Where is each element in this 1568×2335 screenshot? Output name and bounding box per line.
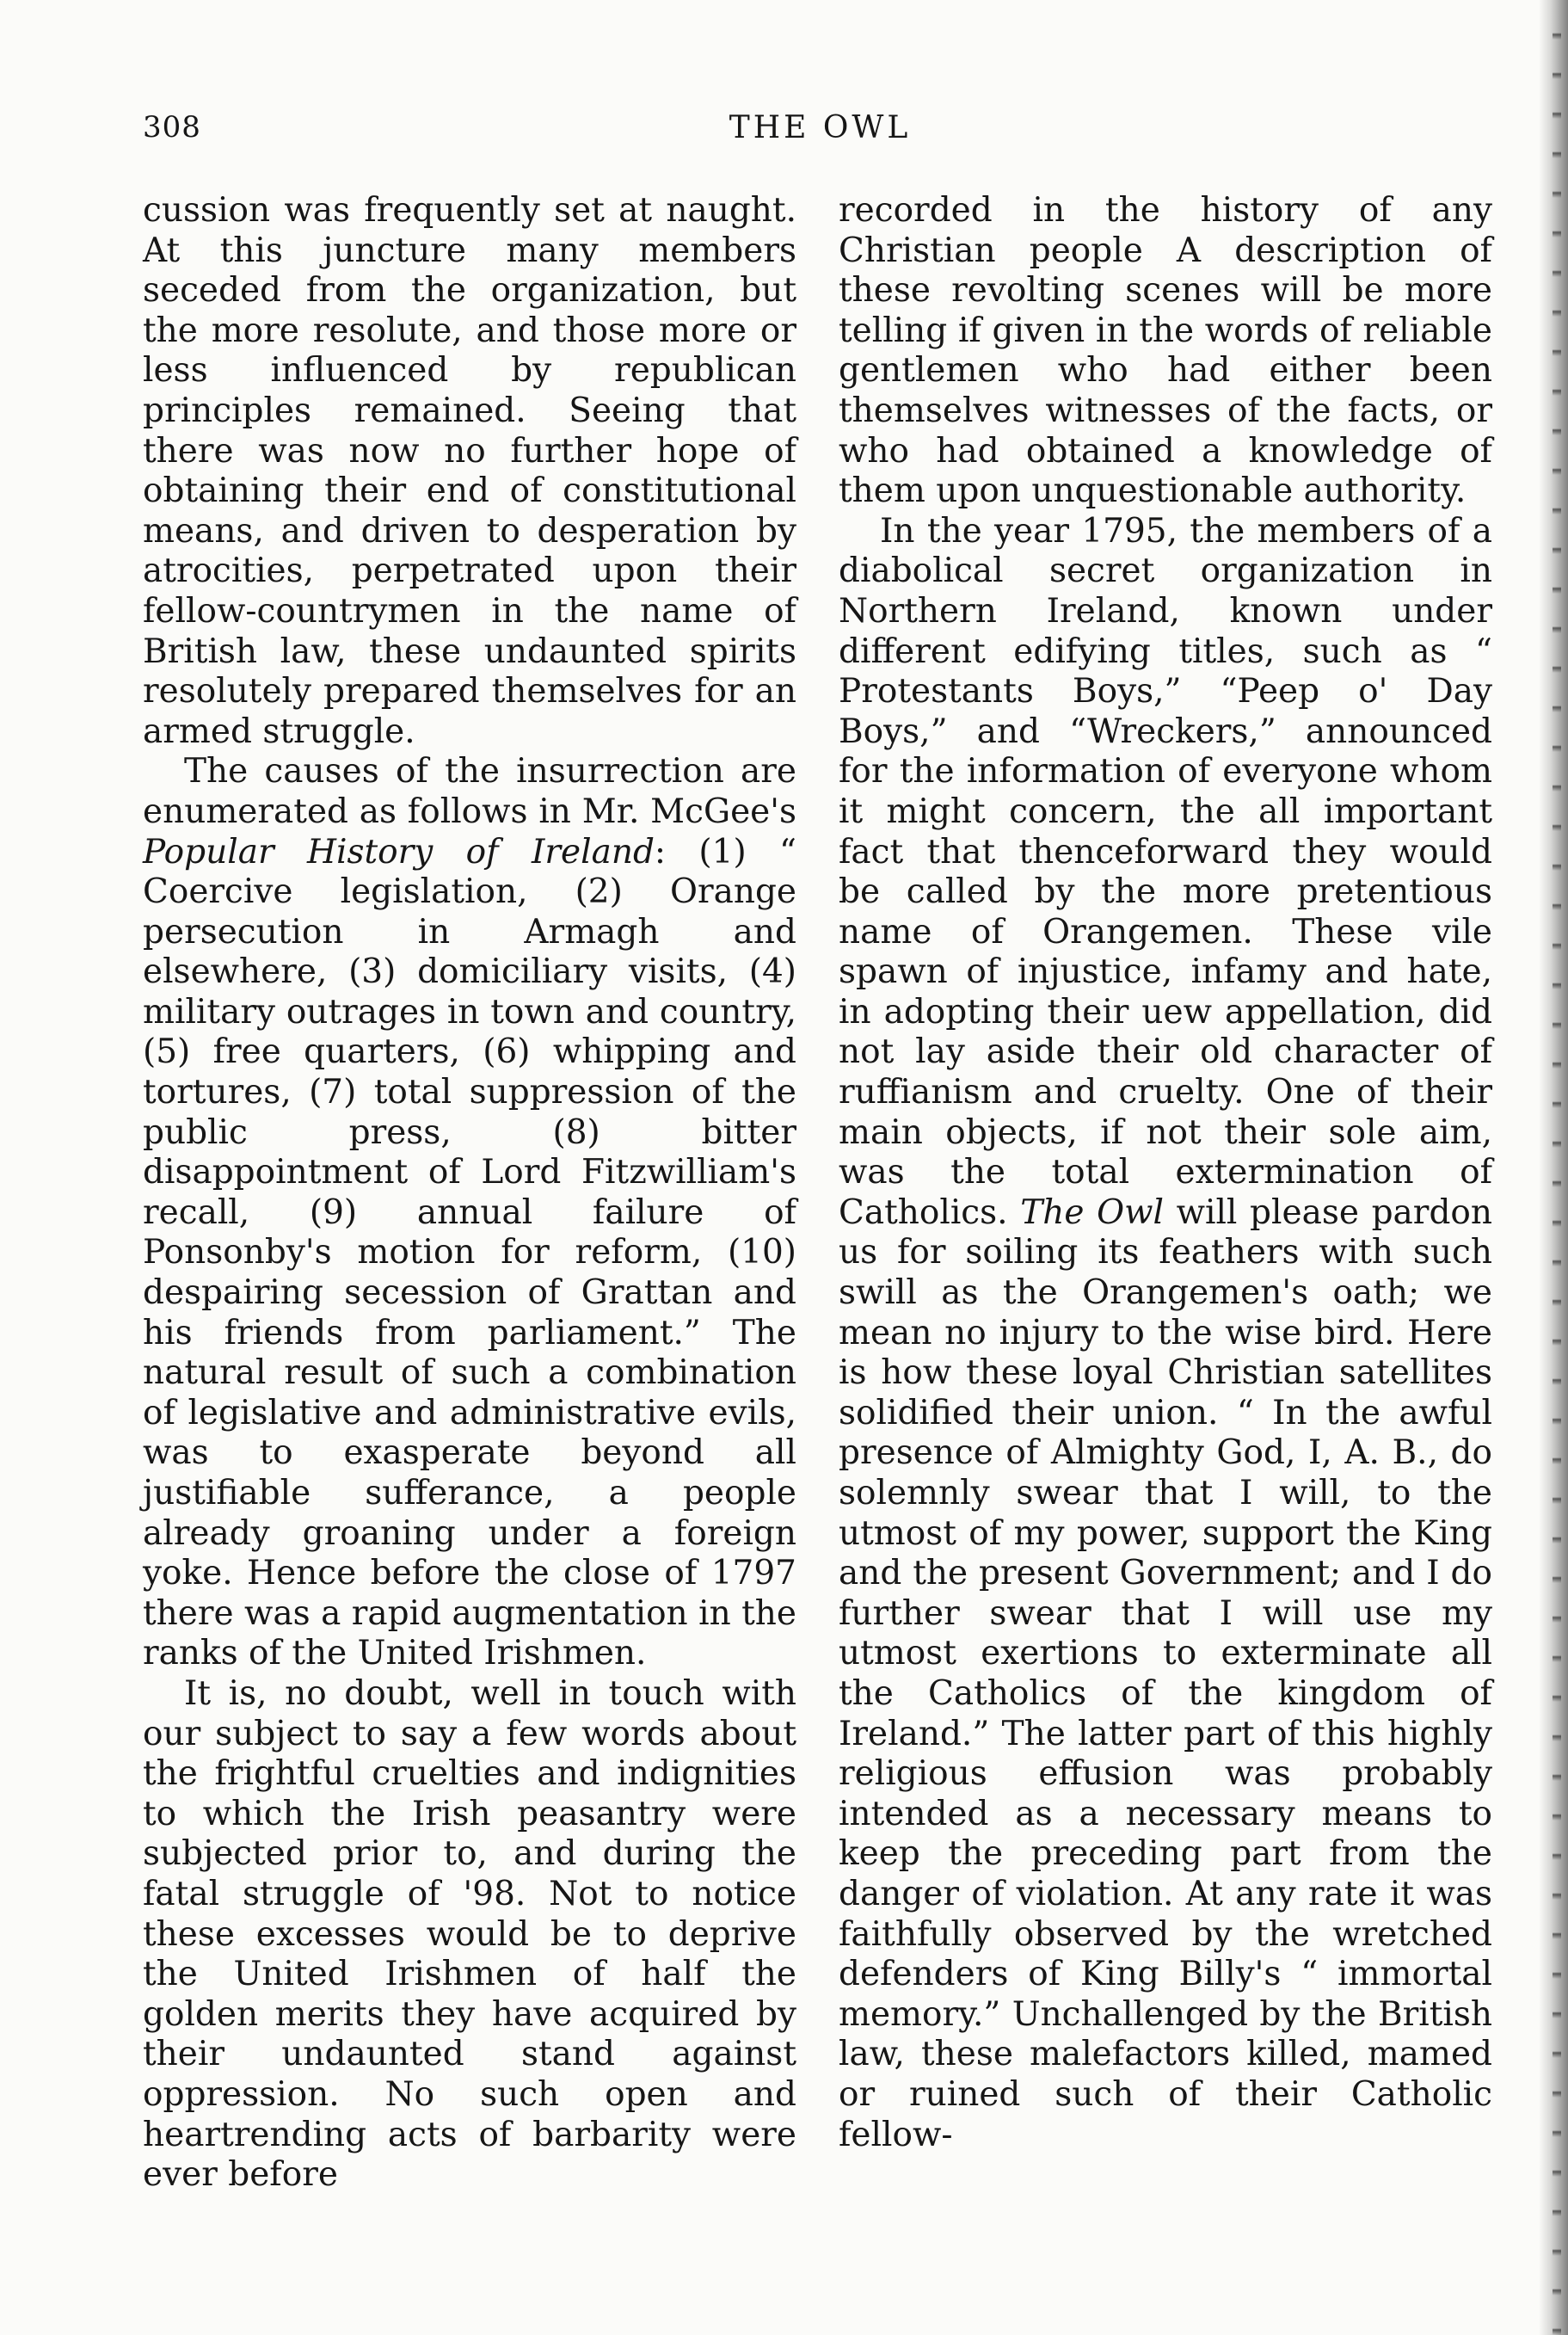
page-edge-binding	[1553, 0, 1561, 2335]
right-column	[839, 191, 1492, 2155]
paragraph: cussion was frequently set at naught. At this juncture many members seceded from the organization, but the more resolute, and those more or less influenced by republican principles remained. Seeing that there was now no further hope of obtaining their end of constitutional means, and driven to desperation by atrocities, perpetrated upon their fellow-countrymen in the name of British law, these undaunted spirits resolutely prepared themselves for an armed struggle.	[143, 191, 796, 751]
paragraph-text: will please pardon us for soiling its feathers with such swill as the Orangemen's oath; we mean no injury to the wise bird. Here is how these loyal Christian satellites solidified their union. “ In the awful presence of Almighty God, I, A. B., do solemnly swear that I will, to the utmost of my power, support the King and the present Government; and I do further swear that I will use my utmost exertions to exterminate all the Catholics of the kingdom of Ireland.” The latter part of this highly religious effusion was probably intended as a necessary means to keep the preceding part from the danger of violation. At any rate it was faithfully observed by the wretched defenders of King Billy's “ immortal memory.” Unchallenged by the British law, these malefactors killed, mamed or ruined such of their Catholic fellow-	[839, 1192, 1493, 2154]
paragraph-text: : (1) “ Coercive legislation, (2) Orange persecution in Armagh and elsewhere, (3) domiciliary visits, (4) military outrages in town and country, (5) free quarters, (6) whipping and tortures, (7) total suppression of the public press, (8) bitter disappointment of Lord Fitzwilliam's recall, (9) annual failure of Ponsonby's motion for reform, (10) despairing secession of Grattan and his friends from parliament.” The natural result of such a combination of legislative and administrative evils, was to exasperate beyond all justifiable sufferance, a people already groaning under a foreign yoke. Hence before the close of 1797 there was a rapid augmentation in the ranks of the United Irishmen.	[143, 832, 796, 1673]
paragraph-text: In the year 1795, the members of a diabolical secret organization in Northern Ireland, known under different edifying titles, such as “ Protestants Boys,” “Peep o' Day Boys,” and “Wreckers,” announced for the information of everyone whom it might concern, the all important fact that thenceforward they would be called by the more pretentious name of Orangemen. These vile spawn of injustice, infamy and hate, in adopting their uew appellation, did not lay aside their old character of ruffianism and cruelty. One of their main objects, if not their sole aim, was the total extermination of Catholics.	[839, 511, 1492, 1232]
paragraph: It is, no doubt, well in touch with our subject to say a few words about the frightful cruelties and indignities to which the Irish peasantry were subjected prior to, and during the fatal struggle of '98. Not to notice these excesses would be to deprive the United Irishmen of half the golden merits they have acquired by their undaunted stand against oppression. No such open and heartrending acts of barbarity were ever before	[143, 1673, 796, 2195]
page-header	[143, 110, 1497, 162]
left-column	[143, 191, 796, 2196]
publication-title: The Owl	[1020, 1192, 1164, 1232]
running-title: THE OWL	[729, 110, 912, 145]
paragraph-text: The causes of the insurrection are enumerated as follows in Mr. McGee's	[143, 752, 796, 831]
paragraph	[143, 752, 796, 1674]
page-number: 308	[143, 110, 201, 145]
book-title: Popular History of Ireland	[143, 832, 655, 872]
paragraph	[839, 512, 1492, 2155]
paragraph: recorded in the history of any Christian people A description of these revolting scenes will be more telling if given in the words of reliable gentlemen who had either been themselves witnesses of the facts, or who had obtained a knowledge of them upon unquestionable authority.	[839, 191, 1492, 511]
